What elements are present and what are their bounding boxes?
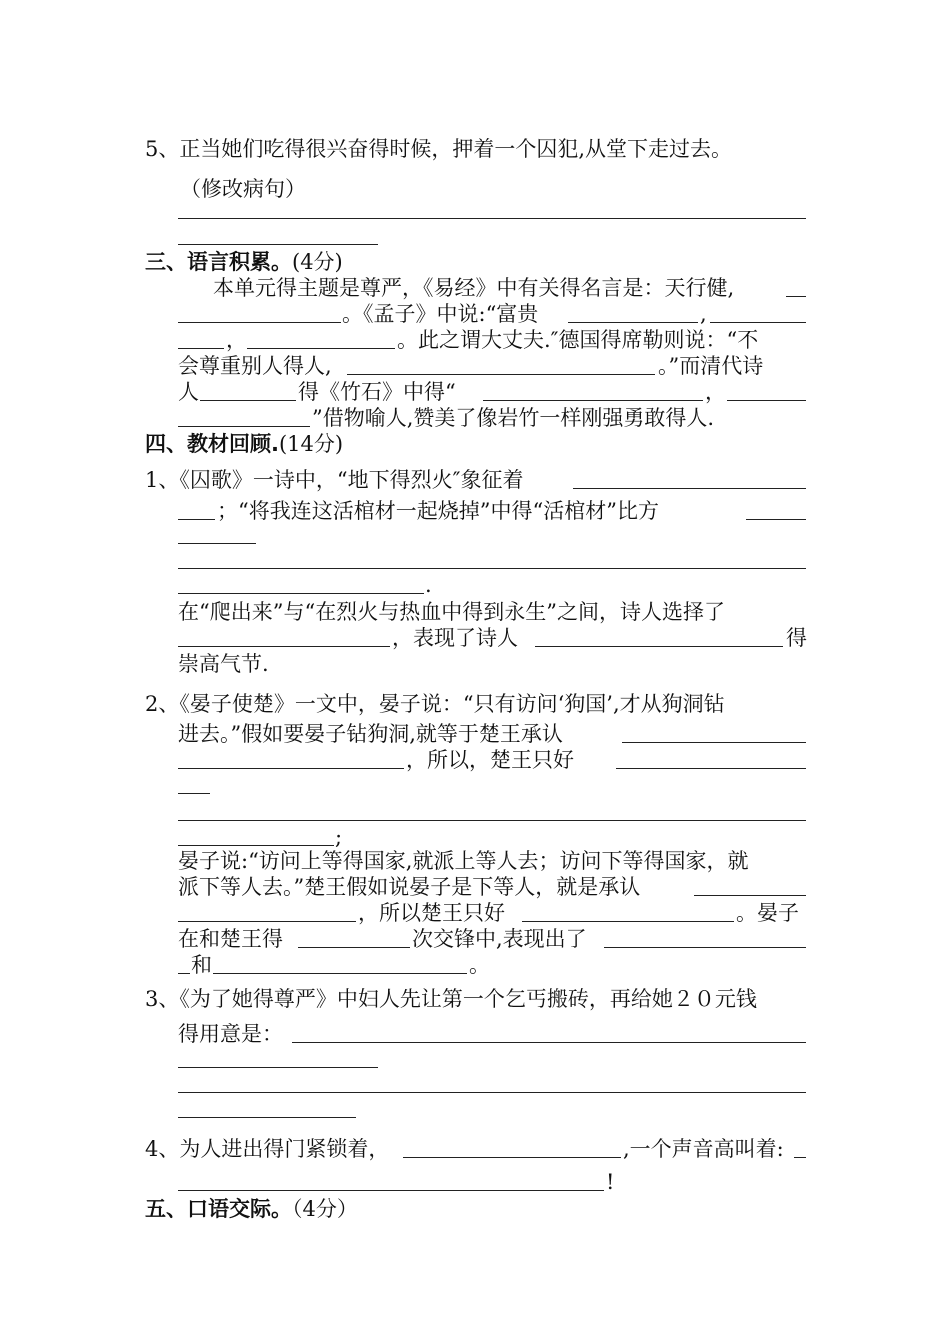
answer-line [178,646,390,647]
s4-q1-line-6b: 得 [786,626,807,650]
answer-line [622,742,806,743]
s3-line-5c: ， [705,380,726,404]
answer-line [794,1157,806,1158]
answer-line [178,322,341,323]
s4-q2-line-9: 在和楚王得 [178,927,283,951]
answer-line [616,768,806,769]
section4-title: 四、教材回顾. [145,432,279,456]
answer-line [178,820,806,821]
answer-line [403,1157,621,1158]
s4-q1-line-6: ，表现了诗人 [392,626,518,650]
s4-q2-line-8b: 。晏子 [736,901,799,925]
s4-q1-line-5: 在“爬出来”与“在烈火与热血中得到永生”之间，诗人选择了 [178,600,725,624]
answer-line [694,895,806,896]
answer-line [178,1067,378,1068]
s3-line-1: 本单元得主题是尊严，《易经》中有关得名言是：天行健, [213,276,735,300]
section5-score: （4分） [292,1197,358,1221]
answer-line [178,1117,356,1118]
s4-q1-line-1: 1、《囚歌》一诗中，“地下得烈火″象征着 [145,468,524,492]
s4-q1-line-2: ；“将我连这活棺材一起烧掉”中得“活棺材”比方 [217,499,659,523]
section4-heading [145,431,343,457]
s3-line-3: 。此之谓大丈夫.″德国得席勒则说：“不 [397,328,759,352]
s4-q4-line-1b: ,一个声音高叫着: [623,1137,784,1161]
s4-q2-line-7: 派下等人去。”楚王假如说晏子是下等人，就是承认 [178,875,641,899]
answer-line [292,1042,806,1043]
section3-heading [145,249,343,275]
s4-q2-line-1: 2、《晏子使楚》一文中，晏子说：“只有访问‘狗国’,才从狗洞钻 [145,692,725,716]
answer-line [178,793,210,794]
s3-line-6: ”借物喻人,赞美了像岩竹一样刚强勇敢得人. [312,406,715,430]
answer-line [568,322,698,323]
answer-line [178,973,190,974]
answer-line [178,426,310,427]
s4-q2-line-10: 和 [191,953,212,977]
s4-q2-line-9b: 次交锋中,表现出了 [412,927,587,951]
s4-q2-line-6: 晏子说:“访问上等得国家,就派上等人去；访问下等得国家，就 [178,849,749,873]
section5-title: 五、口语交际。 [145,1197,292,1221]
answer-line [178,519,215,520]
answer-line [178,1092,806,1093]
answer-line [247,348,395,349]
answer-line [213,973,467,974]
answer-line [178,768,404,769]
answer-line [178,244,378,245]
answer-line [535,646,783,647]
answer-line [522,921,734,922]
s3-line-4b: 。”而清代诗 [658,354,764,378]
answer-line [178,568,806,569]
s4-q2-line-3: ，所以，楚王只好 [406,748,574,772]
answer-line [178,543,256,544]
section3-title: 三、语言积累。 [145,250,292,274]
answer-line [746,519,806,520]
answer-line [604,947,806,948]
answer-line [178,1190,604,1191]
s3-line-5: 人 [178,380,199,404]
s3-line-2-comma: , [700,302,707,326]
answer-line [573,488,806,489]
q5-note: （修改病句） [180,177,306,201]
s4-q2-semi: ; [335,825,343,849]
answer-line [347,374,655,375]
answer-line [298,947,410,948]
s4-q4-line-2: ! [606,1170,615,1194]
answer-line [178,593,424,594]
answer-line [200,400,296,401]
answer-line [178,218,806,219]
q5-text: 5、正当她们吃得很兴奋得时候，押着一个囚犯,从堂下走过去。 [145,137,733,161]
s4-q2-line-10b: 。 [469,953,490,977]
section3-score: (4分) [292,250,343,274]
s4-q4-line-1: 4、为人进出得门紧锁着， [145,1137,390,1161]
section5-heading [145,1196,358,1222]
s3-line-5b: 得《竹石》中得“ [298,380,456,404]
s4-q1-dot: . [425,573,432,597]
s4-q2-line-8: ，所以楚王只好 [358,901,505,925]
s4-q2-line-2: 进去。”假如要晏子钻狗洞,就等于楚王承认 [178,722,563,746]
answer-line [178,845,334,846]
section4-score: (14分) [278,432,344,456]
s4-q3-line-1: 3、《为了她得尊严》中妇人先让第一个乞丐搬砖，再给她２０元钱 [145,987,757,1011]
s3-line-3-comma: ， [226,328,247,352]
answer-line [178,921,356,922]
answer-line [483,400,703,401]
s3-line-4: 会尊重别人得人, [178,354,332,378]
answer-line [178,348,224,349]
s3-line-2: 。《孟子》中说:“富贵 [342,302,539,326]
s4-q1-line-7: 崇高气节. [178,652,269,676]
answer-line [727,400,806,401]
answer-line [710,322,806,323]
s4-q3-line-2: 得用意是： [178,1022,283,1046]
answer-line [786,296,806,297]
